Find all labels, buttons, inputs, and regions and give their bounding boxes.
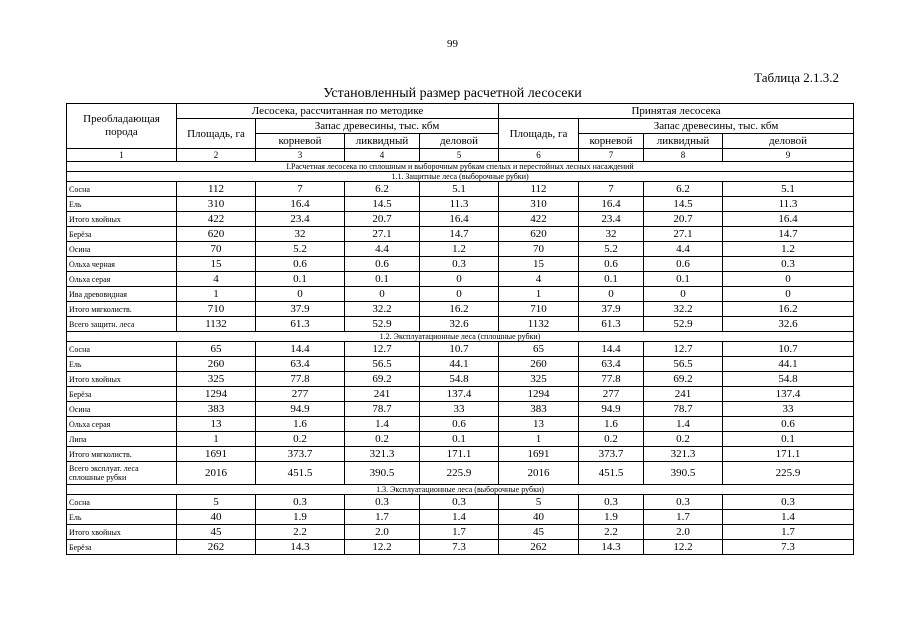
value-cell: 15	[499, 257, 579, 272]
value-cell: 0.3	[723, 495, 854, 510]
value-cell: 451.5	[579, 462, 644, 485]
value-cell: 225.9	[723, 462, 854, 485]
calc-area-header: Площадь, га	[177, 119, 256, 149]
value-cell: 260	[177, 357, 256, 372]
table-title: Установленный размер расчетной лесосеки	[323, 86, 582, 101]
value-cell: 1	[177, 432, 256, 447]
value-cell: 0.6	[579, 257, 644, 272]
value-cell: 0.1	[723, 432, 854, 447]
table-row	[67, 432, 854, 447]
column-number-row	[67, 149, 854, 162]
value-cell: 6.2	[345, 182, 420, 197]
column-number: 2	[177, 149, 256, 162]
value-cell: 56.5	[345, 357, 420, 372]
calc-business-header: деловой	[420, 134, 499, 149]
value-cell: 14.4	[579, 342, 644, 357]
column-number: 6	[499, 149, 579, 162]
value-cell: 11.3	[723, 197, 854, 212]
value-cell: 16.4	[579, 197, 644, 212]
species-name-cell: Итого хвойных	[67, 525, 177, 540]
value-cell: 451.5	[256, 462, 345, 485]
value-cell: 63.4	[256, 357, 345, 372]
value-cell: 0	[420, 272, 499, 287]
value-cell: 1691	[177, 447, 256, 462]
value-cell: 0	[420, 287, 499, 302]
species-name-cell: Ель	[67, 197, 177, 212]
accepted-group-header: Принятая лесосека	[499, 104, 854, 119]
value-cell: 16.2	[420, 302, 499, 317]
table-row	[67, 182, 854, 197]
value-cell: 0.6	[644, 257, 723, 272]
value-cell: 13	[177, 417, 256, 432]
value-cell: 2.0	[345, 525, 420, 540]
value-cell: 710	[177, 302, 256, 317]
value-cell: 14.7	[420, 227, 499, 242]
value-cell: 11.3	[420, 197, 499, 212]
value-cell: 0.2	[644, 432, 723, 447]
table-row	[67, 302, 854, 317]
species-name-cell: Итого хвойных	[67, 372, 177, 387]
table-row	[67, 462, 854, 485]
value-cell: 16.4	[420, 212, 499, 227]
table-row	[67, 272, 854, 287]
column-number: 7	[579, 149, 644, 162]
value-cell: 321.3	[644, 447, 723, 462]
value-cell: 0.6	[256, 257, 345, 272]
value-cell: 16.2	[723, 302, 854, 317]
table-row	[67, 287, 854, 302]
section-title: 1.3. Эксплуатационные леса (выборочные рубки)	[67, 485, 854, 495]
table-row	[67, 212, 854, 227]
species-name-cell: Осина	[67, 402, 177, 417]
column-number: 1	[67, 149, 177, 162]
value-cell: 390.5	[345, 462, 420, 485]
calc-group-header: Лесосека, рассчитанная по методике	[177, 104, 499, 119]
species-header: Преобладающая порода	[67, 104, 177, 149]
table-row	[67, 227, 854, 242]
value-cell: 7.3	[420, 540, 499, 555]
value-cell: 54.8	[723, 372, 854, 387]
value-cell: 1.6	[579, 417, 644, 432]
value-cell: 52.9	[345, 317, 420, 332]
value-cell: 0.6	[420, 417, 499, 432]
value-cell: 5.2	[579, 242, 644, 257]
value-cell: 5.1	[723, 182, 854, 197]
value-cell: 1.7	[420, 525, 499, 540]
species-name-cell: Ольха черная	[67, 257, 177, 272]
value-cell: 65	[177, 342, 256, 357]
value-cell: 4.4	[644, 242, 723, 257]
species-name-cell: Итого мягколиств.	[67, 447, 177, 462]
species-name-cell: Берёза	[67, 387, 177, 402]
page-number: 99	[447, 38, 458, 50]
value-cell: 20.7	[644, 212, 723, 227]
accepted-business-header: деловой	[723, 134, 854, 149]
value-cell: 7.3	[723, 540, 854, 555]
value-cell: 112	[177, 182, 256, 197]
value-cell: 0	[345, 287, 420, 302]
species-name-cell: Итого хвойных	[67, 212, 177, 227]
value-cell: 14.5	[644, 197, 723, 212]
value-cell: 277	[256, 387, 345, 402]
value-cell: 2016	[499, 462, 579, 485]
accepted-liquid-header: ликвидный	[644, 134, 723, 149]
value-cell: 14.4	[256, 342, 345, 357]
value-cell: 0.6	[345, 257, 420, 272]
value-cell: 32	[579, 227, 644, 242]
value-cell: 620	[177, 227, 256, 242]
section-row	[67, 172, 854, 182]
value-cell: 45	[177, 525, 256, 540]
value-cell: 7	[256, 182, 345, 197]
value-cell: 10.7	[723, 342, 854, 357]
value-cell: 1.4	[723, 510, 854, 525]
value-cell: 13	[499, 417, 579, 432]
value-cell: 0.2	[579, 432, 644, 447]
value-cell: 1.4	[345, 417, 420, 432]
value-cell: 0.3	[345, 495, 420, 510]
value-cell: 12.2	[644, 540, 723, 555]
value-cell: 373.7	[579, 447, 644, 462]
value-cell: 2016	[177, 462, 256, 485]
value-cell: 70	[177, 242, 256, 257]
species-name-cell: Сосна	[67, 495, 177, 510]
value-cell: 260	[499, 357, 579, 372]
table-row	[67, 402, 854, 417]
species-name-cell: Ива древовидная	[67, 287, 177, 302]
table-row	[67, 242, 854, 257]
value-cell: 32	[256, 227, 345, 242]
calc-root-header: корневой	[256, 134, 345, 149]
value-cell: 1294	[499, 387, 579, 402]
value-cell: 69.2	[345, 372, 420, 387]
column-number: 9	[723, 149, 854, 162]
value-cell: 0	[723, 272, 854, 287]
value-cell: 54.8	[420, 372, 499, 387]
value-cell: 78.7	[345, 402, 420, 417]
species-name-cell: Берёза	[67, 227, 177, 242]
value-cell: 137.4	[723, 387, 854, 402]
value-cell: 1.6	[256, 417, 345, 432]
table-row	[67, 342, 854, 357]
value-cell: 10.7	[420, 342, 499, 357]
value-cell: 241	[644, 387, 723, 402]
value-cell: 94.9	[256, 402, 345, 417]
value-cell: 0.3	[420, 495, 499, 510]
value-cell: 710	[499, 302, 579, 317]
value-cell: 1.9	[579, 510, 644, 525]
section-row	[67, 332, 854, 342]
value-cell: 1691	[499, 447, 579, 462]
table-body	[67, 162, 854, 555]
value-cell: 65	[499, 342, 579, 357]
value-cell: 383	[499, 402, 579, 417]
column-number: 5	[420, 149, 499, 162]
value-cell: 32.6	[723, 317, 854, 332]
value-cell: 0.3	[723, 257, 854, 272]
table-row	[67, 540, 854, 555]
species-name-cell: Ель	[67, 357, 177, 372]
value-cell: 225.9	[420, 462, 499, 485]
value-cell: 5	[499, 495, 579, 510]
value-cell: 1.7	[345, 510, 420, 525]
section-row	[67, 485, 854, 495]
table-row	[67, 417, 854, 432]
value-cell: 23.4	[256, 212, 345, 227]
value-cell: 23.4	[579, 212, 644, 227]
species-name-cell: Ольха серая	[67, 417, 177, 432]
value-cell: 1132	[177, 317, 256, 332]
value-cell: 1.4	[420, 510, 499, 525]
value-cell: 5	[177, 495, 256, 510]
value-cell: 5.1	[420, 182, 499, 197]
value-cell: 171.1	[723, 447, 854, 462]
section-title: 1.2. Эксплуатационные леса (сплошные рубки)	[67, 332, 854, 342]
value-cell: 33	[420, 402, 499, 417]
accepted-stock-header: Запас древесины, тыс. кбм	[579, 119, 854, 134]
value-cell: 32.2	[345, 302, 420, 317]
value-cell: 0.3	[579, 495, 644, 510]
table-row	[67, 447, 854, 462]
value-cell: 12.7	[644, 342, 723, 357]
value-cell: 0	[644, 287, 723, 302]
calc-liquid-header: ликвидный	[345, 134, 420, 149]
value-cell: 0	[723, 287, 854, 302]
value-cell: 321.3	[345, 447, 420, 462]
value-cell: 112	[499, 182, 579, 197]
value-cell: 63.4	[579, 357, 644, 372]
value-cell: 45	[499, 525, 579, 540]
accepted-area-header: Площадь, га	[499, 119, 579, 149]
value-cell: 69.2	[644, 372, 723, 387]
table-row	[67, 197, 854, 212]
species-name-cell: Всего защитн. леса	[67, 317, 177, 332]
value-cell: 4.4	[345, 242, 420, 257]
species-name-cell: Ольха серая	[67, 272, 177, 287]
column-number: 4	[345, 149, 420, 162]
value-cell: 77.8	[579, 372, 644, 387]
value-cell: 32.6	[420, 317, 499, 332]
value-cell: 1	[177, 287, 256, 302]
value-cell: 61.3	[579, 317, 644, 332]
value-cell: 61.3	[256, 317, 345, 332]
value-cell: 310	[177, 197, 256, 212]
value-cell: 27.1	[644, 227, 723, 242]
species-name-cell: Сосна	[67, 182, 177, 197]
table-row	[67, 317, 854, 332]
value-cell: 1294	[177, 387, 256, 402]
section-title: I.Расчетная лесосека по сплошным и выборочным рубкам спелых и перестойных лесных насаждений	[67, 162, 854, 172]
value-cell: 6.2	[644, 182, 723, 197]
value-cell: 310	[499, 197, 579, 212]
value-cell: 2.2	[256, 525, 345, 540]
table-row	[67, 387, 854, 402]
section-title: 1.1. Защитные леса (выборочные рубки)	[67, 172, 854, 182]
accepted-root-header: корневой	[579, 134, 644, 149]
value-cell: 32.2	[644, 302, 723, 317]
table-row	[67, 510, 854, 525]
value-cell: 262	[499, 540, 579, 555]
value-cell: 12.2	[345, 540, 420, 555]
value-cell: 12.7	[345, 342, 420, 357]
value-cell: 422	[177, 212, 256, 227]
value-cell: 0.2	[345, 432, 420, 447]
value-cell: 390.5	[644, 462, 723, 485]
value-cell: 33	[723, 402, 854, 417]
value-cell: 620	[499, 227, 579, 242]
species-name-cell: Сосна	[67, 342, 177, 357]
value-cell: 14.7	[723, 227, 854, 242]
value-cell: 171.1	[420, 447, 499, 462]
value-cell: 0.6	[723, 417, 854, 432]
value-cell: 5.2	[256, 242, 345, 257]
value-cell: 14.3	[256, 540, 345, 555]
value-cell: 0.1	[256, 272, 345, 287]
species-name-cell: Ель	[67, 510, 177, 525]
value-cell: 37.9	[579, 302, 644, 317]
table-row	[67, 257, 854, 272]
value-cell: 56.5	[644, 357, 723, 372]
value-cell: 1132	[499, 317, 579, 332]
value-cell: 1	[499, 432, 579, 447]
value-cell: 44.1	[723, 357, 854, 372]
value-cell: 0.1	[644, 272, 723, 287]
value-cell: 1.7	[723, 525, 854, 540]
column-number: 8	[644, 149, 723, 162]
species-name-cell: Итого мягколиств.	[67, 302, 177, 317]
column-number: 3	[256, 149, 345, 162]
value-cell: 0.1	[420, 432, 499, 447]
table-label: Таблица 2.1.3.2	[754, 70, 839, 85]
value-cell: 40	[499, 510, 579, 525]
value-cell: 20.7	[345, 212, 420, 227]
value-cell: 77.8	[256, 372, 345, 387]
table-row	[67, 357, 854, 372]
value-cell: 383	[177, 402, 256, 417]
value-cell: 1	[499, 287, 579, 302]
value-cell: 2.2	[579, 525, 644, 540]
value-cell: 262	[177, 540, 256, 555]
value-cell: 1.7	[644, 510, 723, 525]
value-cell: 373.7	[256, 447, 345, 462]
species-name-cell: Липа	[67, 432, 177, 447]
value-cell: 70	[499, 242, 579, 257]
value-cell: 0	[256, 287, 345, 302]
value-cell: 325	[177, 372, 256, 387]
value-cell: 37.9	[256, 302, 345, 317]
value-cell: 1.2	[723, 242, 854, 257]
value-cell: 16.4	[723, 212, 854, 227]
value-cell: 0.3	[644, 495, 723, 510]
value-cell: 0.1	[579, 272, 644, 287]
value-cell: 325	[499, 372, 579, 387]
value-cell: 44.1	[420, 357, 499, 372]
value-cell: 1.2	[420, 242, 499, 257]
value-cell: 78.7	[644, 402, 723, 417]
species-name-cell: Осина	[67, 242, 177, 257]
value-cell: 277	[579, 387, 644, 402]
value-cell: 14.3	[579, 540, 644, 555]
value-cell: 94.9	[579, 402, 644, 417]
value-cell: 16.4	[256, 197, 345, 212]
species-name-cell: Берёза	[67, 540, 177, 555]
value-cell: 241	[345, 387, 420, 402]
value-cell: 7	[579, 182, 644, 197]
value-cell: 0	[579, 287, 644, 302]
value-cell: 15	[177, 257, 256, 272]
value-cell: 0.2	[256, 432, 345, 447]
value-cell: 4	[177, 272, 256, 287]
value-cell: 0.3	[256, 495, 345, 510]
value-cell: 52.9	[644, 317, 723, 332]
value-cell: 2.0	[644, 525, 723, 540]
section-row	[67, 162, 854, 172]
value-cell: 4	[499, 272, 579, 287]
species-name-cell: Всего эксплуат. леса сплошные рубки	[67, 462, 177, 485]
value-cell: 27.1	[345, 227, 420, 242]
table-row	[67, 525, 854, 540]
table-row	[67, 495, 854, 510]
value-cell: 14.5	[345, 197, 420, 212]
value-cell: 1.9	[256, 510, 345, 525]
value-cell: 40	[177, 510, 256, 525]
value-cell: 0.3	[420, 257, 499, 272]
value-cell: 1.4	[644, 417, 723, 432]
value-cell: 137.4	[420, 387, 499, 402]
value-cell: 422	[499, 212, 579, 227]
value-cell: 0.1	[345, 272, 420, 287]
table-row	[67, 372, 854, 387]
calc-stock-header: Запас древесины, тыс. кбм	[256, 119, 499, 134]
forest-cutting-table	[66, 103, 854, 555]
